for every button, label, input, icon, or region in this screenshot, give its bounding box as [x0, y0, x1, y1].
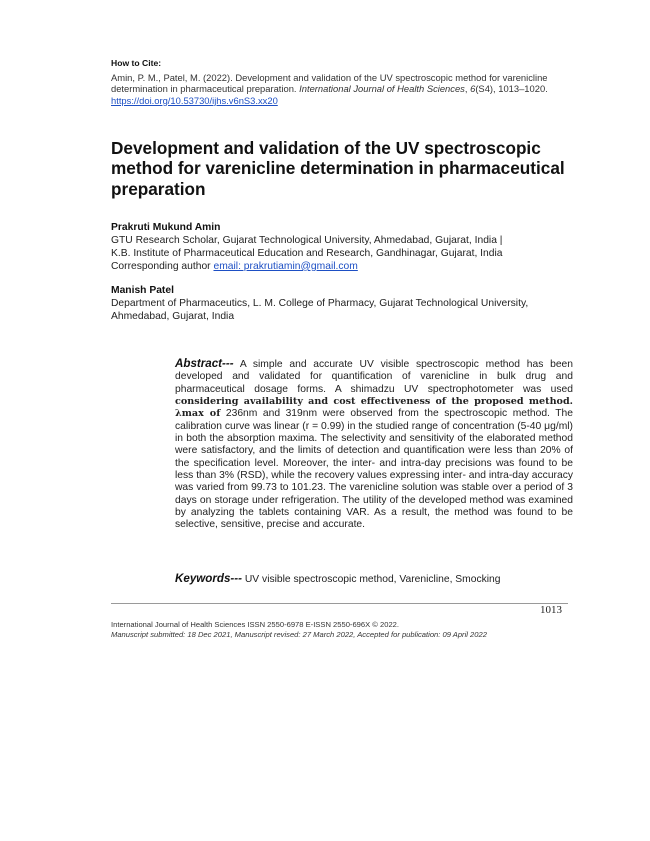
abstract-text-1: A simple and accurate UV visible spectroscopic method has been developed and validated for quantification of varenicline in bulk drug and pharmaceutical dosage forms. A shimadzu UV spectrophotometer was used	[175, 359, 573, 395]
corresponding-label: Corresponding author	[111, 260, 211, 272]
citation-text: Amin, P. M., Patel, M. (2022). Development and validation of the UV spectroscopic method for varenicline determination in pharmaceutical preparation. International Journal of Health Sciences, 6(S4), 1013–1020. https://doi.org/10.53730/ijhs.v6nS3.xx20	[111, 72, 548, 106]
author-block-1	[111, 222, 571, 274]
doi-link[interactable]: https://doi.org/10.53730/ijhs.v6nS3.xx20	[111, 94, 278, 106]
paper-title: Development and validation of the UV spectroscopic method for varenicline determination in pharmaceutical preparation	[111, 138, 565, 199]
page-number: 1013	[540, 604, 562, 616]
author-affiliation: GTU Research Scholar, Gujarat Technological University, Ahmedabad, Gujarat, India |	[111, 234, 503, 246]
author-affiliation: Department of Pharmaceutics, L. M. College of Pharmacy, Gujarat Technological University, Ahmedabad, Gujarat, India	[111, 297, 529, 322]
citation-volume: 6	[470, 83, 476, 95]
keywords-text: UV visible spectroscopic method, Varenicline, Smocking	[244, 574, 501, 585]
abstract-text-2: 236nm and 319nm were observed from the spectroscopic method. The calibration curve was linear (r = 0.99) in the studied range of concentration (5-40 μg/ml) in both the absorption maxima. The selectivity and sensitivity of the elaborated method were satisfactory, and the limits of detection and quantification were less than 20% of the specification level. Moreover, the inter- and intra-day precisions was found to be less than 3% (RSD), while the recovery values expressing inter- and intra-day accuracy was varied from 99.73 to 101.23. The varenicline solution was stable over a period of 3 days on storage under refrigeration. The utility of the developed method was examined by analyzing the tablets containing VAR. As a result, the method was found to be selective, sensitive, precise and accurate.	[175, 408, 573, 531]
email-link[interactable]: email: prakrutiamin@gmail.com	[213, 260, 358, 272]
keywords	[175, 572, 575, 586]
abstract	[175, 358, 573, 532]
author-block-2	[111, 285, 571, 324]
citation-authors: Amin, P. M., Patel, M. (2022). Development and validation of the UV spectroscopic method for varenicline determination in pharmaceutical preparation.	[111, 72, 548, 95]
footer	[111, 620, 571, 640]
citation-heading: How to Cite:	[111, 58, 162, 68]
citation-issue-pages: (S4), 1013–1020.	[475, 83, 548, 95]
abstract-label: Abstract---	[175, 357, 234, 370]
author-name: Manish Patel	[111, 285, 174, 296]
citation-journal: International Journal of Health Sciences	[299, 83, 465, 95]
keywords-label: Keywords---	[175, 572, 242, 585]
abstract-bold-text: considering availability and cost effectiveness of the proposed method. λmax of	[175, 396, 573, 420]
footer-issn: International Journal of Health Sciences ISSN 2550-6978 E-ISSN 2550-696X © 2022.	[111, 620, 400, 629]
footer-dates: Manuscript submitted: 18 Dec 2021, Manuscript revised: 27 March 2022, Accepted for publication: 09 April 2022	[111, 630, 487, 639]
author-affiliation: K.B. Institute of Pharmaceutical Education and Research, Gandhinagar, Gujarat, India	[111, 247, 503, 259]
author-name: Prakruti Mukund Amin	[111, 222, 221, 233]
citation-block	[111, 58, 551, 106]
footer-divider	[111, 603, 568, 604]
corresponding-author-line	[111, 261, 571, 274]
